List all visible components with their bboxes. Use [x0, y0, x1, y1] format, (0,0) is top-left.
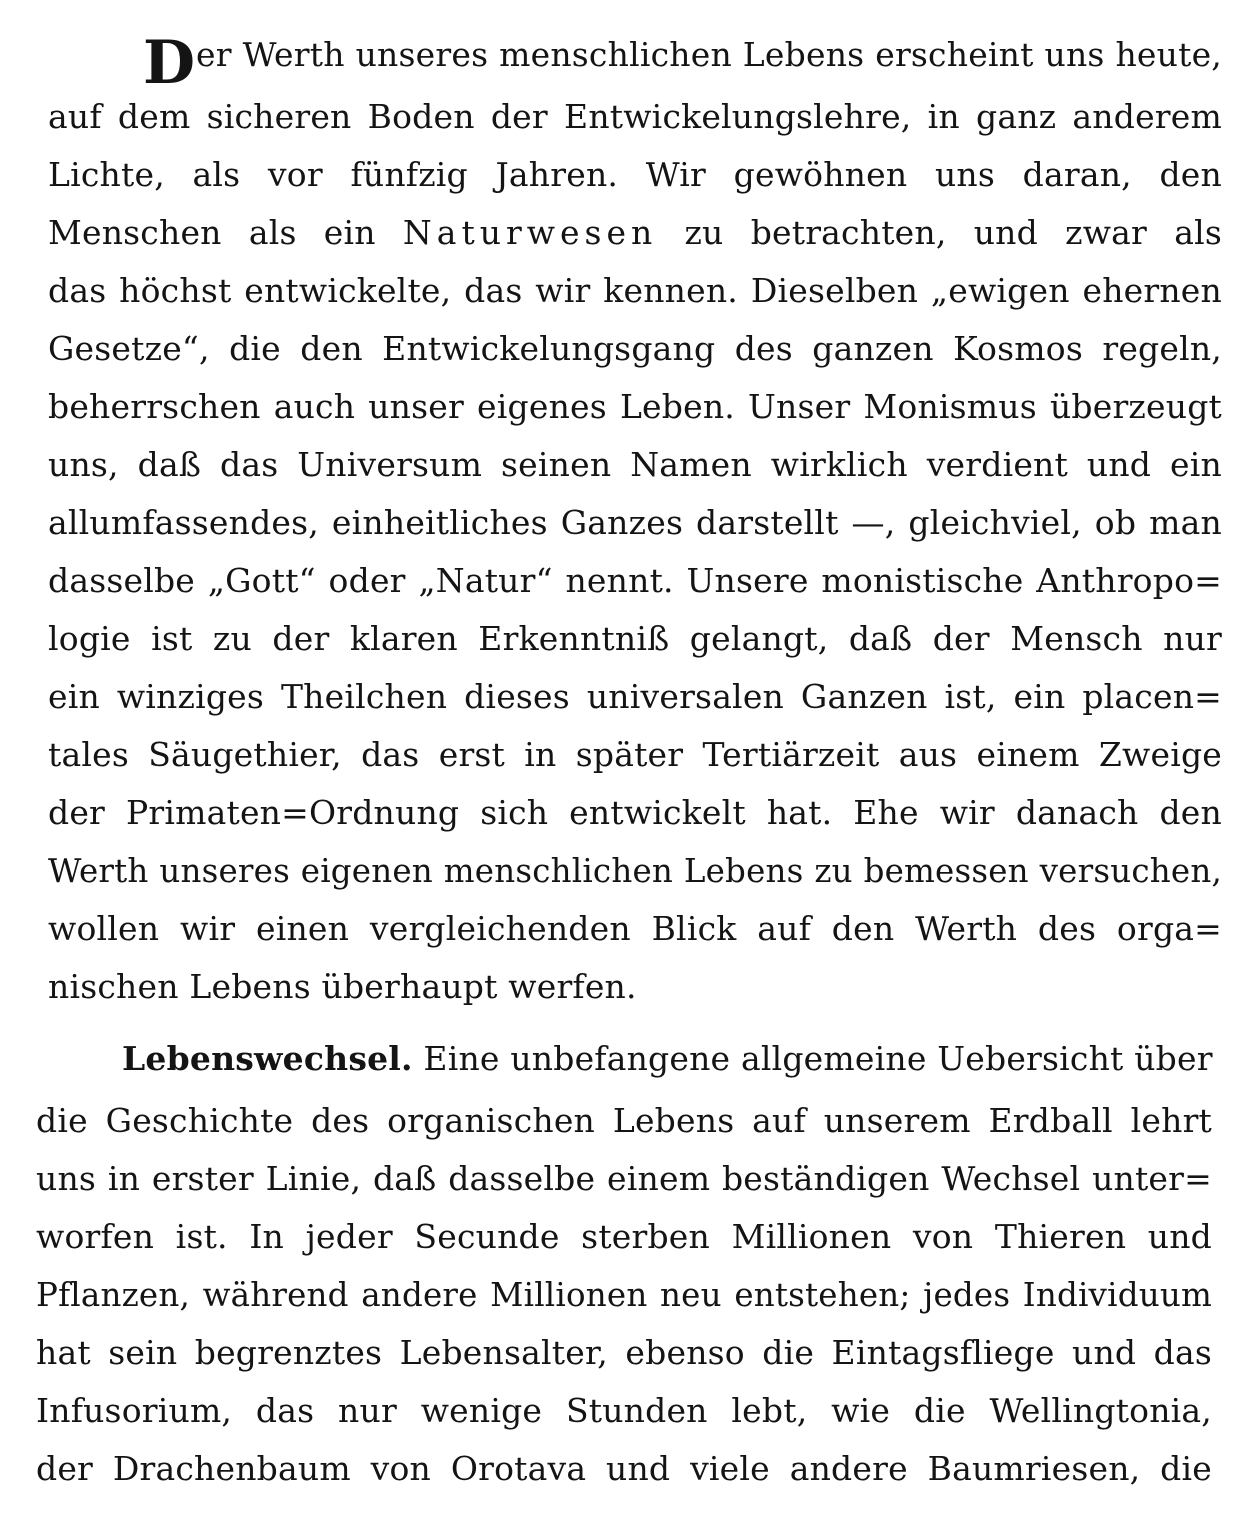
- text-line: Gesetze“, die den Entwickelungsgang des ganzen Kosmos regeln,: [48, 329, 1222, 368]
- text-line-with-spaced-word: [48, 213, 1222, 253]
- text-line: Werth unseres eigenen menschlichen Lebens zu bemessen versuchen,: [48, 852, 1222, 890]
- spaced-emphasis-word: Naturwesen: [402, 213, 658, 252]
- text-line: nischen Lebens überhaupt werfen.: [48, 967, 637, 1006]
- text-line: Lichte, als vor fünfzig Jahren. Wir gewöhnen uns daran, den: [48, 155, 1222, 194]
- text-line-with-heading: [122, 1039, 1212, 1079]
- text-line: er Werth unseres menschlichen Lebens erscheint uns heute,: [196, 35, 1222, 74]
- text-line: uns in erster Linie, daß dasselbe einem beständigen Wechsel unter=: [36, 1159, 1212, 1198]
- text-line: Infusorium, das nur wenige Stunden lebt, wie die Wellingtonia,: [36, 1391, 1212, 1430]
- text-line: hat sein begrenztes Lebensalter, ebenso die Eintagsfliege und das: [36, 1333, 1212, 1372]
- run-in-heading: Lebenswechsel.: [122, 1039, 413, 1078]
- text-line: der Primaten=Ordnung sich entwickelt hat. Ehe wir danach den: [48, 793, 1222, 832]
- text-segment: Menschen als ein: [48, 213, 403, 252]
- text-line: ein winziges Theilchen dieses universalen Ganzen ist, ein placen=: [48, 677, 1222, 716]
- text-line: allumfassendes, einheitliches Ganzes darstellt —, gleichviel, ob man: [48, 503, 1222, 542]
- text-line: Pflanzen, während andere Millionen neu entstehen; jedes Individuum: [36, 1276, 1212, 1314]
- text-line: dasselbe „Gott“ oder „Natur“ nennt. Unsere monistische Anthropo=: [48, 561, 1222, 600]
- text-line: worfen ist. In jeder Secunde sterben Millionen von Thieren und: [36, 1217, 1212, 1256]
- drop-cap-initial: D: [143, 28, 196, 98]
- text-line: tales Säugethier, das erst in später Tertiärzeit aus einem Zweige: [48, 735, 1222, 774]
- text-line: der Drachenbaum von Orotava und viele andere Baumriesen, die: [36, 1449, 1212, 1488]
- text-line: die Geschichte des organischen Lebens auf unserem Erdball lehrt: [36, 1101, 1212, 1140]
- text-line: beherrschen auch unser eigenes Leben. Unser Monismus überzeugt: [48, 387, 1222, 426]
- text-line: wollen wir einen vergleichenden Blick auf den Werth des orga=: [48, 909, 1222, 948]
- text-line: logie ist zu der klaren Erkenntniß gelangt, daß der Mensch nur: [48, 619, 1222, 658]
- text-line: das höchst entwickelte, das wir kennen. Dieselben „ewigen ehernen: [48, 271, 1222, 310]
- text-segment: zu betrachten, und zwar als: [657, 213, 1222, 252]
- text-line: uns, daß das Universum seinen Namen wirklich verdient und ein: [48, 445, 1222, 484]
- text-segment: Eine unbefangene allgemeine Uebersicht über: [412, 1039, 1213, 1078]
- text-line: auf dem sicheren Boden der Entwickelungslehre, in ganz anderem: [48, 97, 1222, 136]
